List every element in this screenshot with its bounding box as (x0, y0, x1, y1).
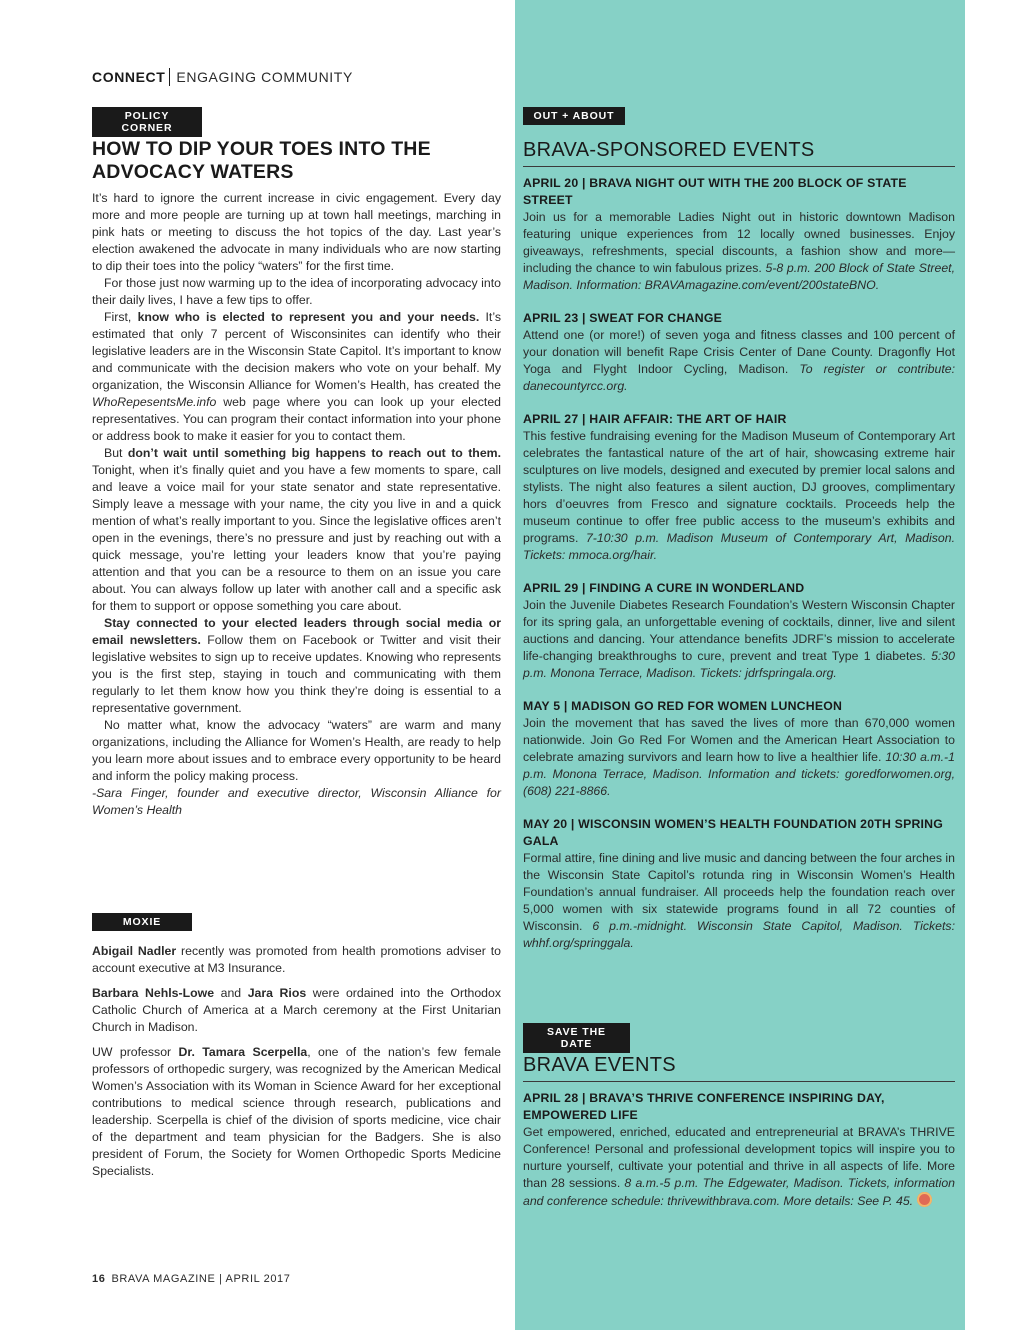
person-name: Jara Rios (247, 986, 307, 1000)
moxie-text: , one of the nation’s few female professors of orthopedic surgery, was recognized by the American Medical Women’s Association with its Woman in Science Award for her exceptional contributions to medical science through research, publications and leadership. Scerpella is chief of the division of sports medicine, vice chair of the department and team physician for the Badgers. She is also president of Forum, the Society for Women Orthopedic Sports Medicine Specialists. (92, 1045, 501, 1178)
p5-text: Follow them on Facebook or Twitter and visit their legislative websites to sign up to receive updates. Knowing who represents you is the first step, staying in touch and communicating with them regularly to let them know how you think they’re doing is essential to a representative government. (92, 633, 501, 715)
event-description: Attend one (or more!) of seven yoga and fitness classes and 100 percent of your donation will benefit Rape Crisis Center of Dane County. Dragonfly Hot Yoga and Flyght Indoor Cycling, Madison. (523, 328, 955, 376)
event-title: APRIL 29 | FINDING A CURE IN WONDERLAND (523, 581, 805, 595)
brava-events-section (523, 1053, 955, 1210)
event-description: Formal attire, fine dining and live music and dancing between the four arches in the Wisconsin State Capitol’s rotunda ring in Wisconsin Women’s Health Foundation’s annual fundraiser. All proceeds help the foundation reach over 5,000 women with six statewide programs found in all 72 counties of Wisconsin. (523, 851, 956, 933)
paragraph-5 (92, 615, 501, 717)
moxie-text: were ordained into the Orthodox Catholic Church of America at a March ceremony at the First Unitarian Church in Madison. (92, 986, 501, 1034)
event-description: Get empowered, enriched, educated and entrepreneurial at BRAVA’s THRIVE Conference! Personal and professional development topics will inspire you to nurture yourself, cultivate your potential and thrive in all aspects of life. More than 28 sessions. (523, 1125, 955, 1190)
event-item (523, 580, 955, 682)
event-title: MAY 20 | WISCONSIN WOMEN’S HEALTH FOUNDATION 20TH SPRING GALA (523, 817, 944, 848)
event-details: 10:30 a.m.-1 p.m. Monona Terrace, Madison. Information and tickets: goredforwomen.org, (608) 221-8866. (523, 750, 955, 798)
event-item (523, 310, 955, 395)
event-body (523, 327, 955, 395)
section-header (92, 68, 353, 86)
moxie-text: recently was promoted from health promotions adviser to account executive at M3 Insurance. (92, 944, 501, 975)
event-body (523, 428, 955, 564)
event-item (523, 698, 955, 800)
p3-text-a: It’s estimated that only 7 percent of Wisconsinites can identify who their legislative leaders are in the Wisconsin State Capitol. It’s important to know and communicate with the decision makers who vote on your behalf. My organization, the Wisconsin Alliance for Women’s Health, has created the (92, 310, 501, 392)
event-title: APRIL 27 | HAIR AFFAIR: THE ART OF HAIR (523, 412, 787, 426)
moxie-item (92, 1044, 501, 1180)
event-description: Join the movement that has saved the lives of more than 670,000 women nationwide. Join Go Red For Women and the American Heart Association to celebrate amazing survivors and learn how to live a healthier life. (523, 716, 955, 764)
whorepresentsme-link: WhoRepesentsMe.info (92, 395, 217, 409)
event-item (523, 816, 955, 952)
subsection-name: ENGAGING COMMUNITY (176, 69, 353, 85)
event-body (523, 1124, 955, 1210)
p3-text-b: web page where you can look up your elected representatives. You can program their contact information into your phone or address book to make it easier for you to contact them. (92, 395, 501, 443)
moxie-item (92, 943, 501, 977)
moxie-section (92, 943, 501, 1188)
event-details: 8 a.m.-5 p.m. The Edgewater, Madison. Tickets, information and conference schedule: thrivewithbrava.com. More details: See P. 45. (523, 1176, 955, 1208)
sponsored-events-section (523, 138, 955, 952)
event-details: 6 p.m.-midnight. Wisconsin State Capitol, Madison. Tickets: whhf.org/springgala. (523, 919, 955, 950)
p4-lead: But (104, 446, 128, 460)
heading-rule (523, 166, 955, 167)
paragraph-3 (92, 309, 501, 445)
section-name: CONNECT (92, 69, 166, 85)
person-name: Abigail Nadler (92, 944, 177, 958)
article-body (92, 190, 501, 819)
event-list (523, 175, 955, 952)
event-body (523, 850, 955, 952)
header-divider (169, 68, 170, 86)
brava-events-heading: BRAVA EVENTS (523, 1054, 676, 1076)
page-footer (92, 1273, 290, 1285)
event-description: This festive fundraising evening for the Madison Museum of Contemporary Art celebrates the fantastical nature of the art of hair, showcasing extreme hair sculptures on live models, designed and executed by premier local salons and stylists. The night also features a silent auction, DJ grooves, complimentary hors d’oeuvres from Fresco and signature cocktails. Proceeds help the museum continue to offer free public access to the museum’s exhibits and programs. (523, 429, 955, 545)
event-description: Join us for a memorable Ladies Night out in historic downtown Madison featuring unique experiences from 12 locally owned businesses. Enjoy giveaways, refreshments, special discounts, a fashion show and more—including the chance to win fabulous prizes. (523, 210, 955, 275)
moxie-tag: MOXIE (92, 913, 192, 931)
person-name: Barbara Nehls-Lowe (92, 986, 215, 1000)
event-body (523, 597, 955, 682)
event-body (523, 209, 955, 294)
person-name: Dr. Tamara Scerpella (178, 1045, 308, 1059)
paragraph-2: For those just now warming up to the idea of incorporating advocacy into their daily lives, I have a few tips to offer. (92, 276, 501, 307)
event-body (523, 715, 955, 800)
footer-text: BRAVA MAGAZINE | APRIL 2017 (111, 1273, 291, 1285)
event-details: 5-8 p.m. 200 Block of State Street, Madison. Information: BRAVAmagazine.com/event/200stateBNO. (523, 261, 955, 292)
p4-emphasis: don’t wait until something big happens to reach out to them. (127, 446, 502, 460)
save-the-date-tag: SAVE THE DATE (523, 1023, 630, 1053)
p4-text: Tonight, when it’s finally quiet and you have a few moments to spare, call and leave a voice mail for your state senator and state representative. Simply leave a message with your name, the city you live in and a quick mention of what’s really important to you. Since the legislative offices aren’t open in the evenings, there’s no pressure and just by reaching out with a quick message, you’re letting your leaders know that you’re paying attention and that you can be a resource to them on an issue you care about. You can always follow up later with another call and a specific ask for them to support or oppose something you care about. (92, 463, 501, 613)
moxie-lead: UW professor (92, 1045, 179, 1059)
event-description: Join the Juvenile Diabetes Research Foundation’s Western Wisconsin Chapter for its spring gala, an unforgettable evening of cocktails, dinner, live and silent auctions and dancing. Your attendance benefits JDRF’s mission to accelerate life-changing breakthroughs to cure, prevent and treat Type 1 diabetes. (523, 598, 955, 663)
moxie-item (92, 985, 501, 1036)
byline: -Sara Finger, founder and executive director, Wisconsin Alliance for Women’s Health (92, 786, 501, 817)
event-title: MAY 5 | MADISON GO RED FOR WOMEN LUNCHEON (523, 699, 843, 713)
p3-emphasis: know who is elected to represent you and your needs. (137, 310, 480, 324)
out-about-tag: OUT + ABOUT (523, 107, 625, 125)
event-title: APRIL 28 | BRAVA’S THRIVE CONFERENCE INSPIRING DAY, EMPOWERED LIFE (523, 1091, 885, 1122)
event-title: APRIL 23 | SWEAT FOR CHANGE (523, 311, 723, 325)
sponsored-events-heading: BRAVA-SPONSORED EVENTS (523, 139, 815, 161)
policy-article (92, 138, 501, 819)
event-item (523, 1090, 955, 1210)
article-title: HOW TO DIP YOUR TOES INTO THE ADVOCACY WATERS (92, 138, 431, 183)
p3-lead: First, (104, 310, 138, 324)
flower-icon (917, 1192, 932, 1207)
paragraph-4 (92, 445, 501, 615)
event-details: 7-10:30 p.m. Madison Museum of Contemporary Art, Madison. Tickets: mmoca.org/hair. (523, 531, 955, 562)
conjunction: and (214, 986, 248, 1000)
event-item (523, 175, 955, 294)
paragraph-1: It’s hard to ignore the current increase in civic engagement. Every day more and more people are turning up at town hall meetings, marching in pink hats or meeting to discuss the hot topics of the day. Last year’s election awakened the advocate in many individuals who are now starting to dip their toes into the policy “waters” for the first time. (92, 191, 501, 273)
page-number: 16 (92, 1273, 106, 1285)
policy-corner-tag: POLICY CORNER (92, 107, 202, 137)
heading-rule (523, 1081, 955, 1082)
event-details: 5:30 p.m. Monona Terrace, Madison. Tickets: jdrfspringala.org. (523, 649, 955, 680)
event-details: To register or contribute: danecountyrcc.org. (523, 362, 955, 393)
event-title: APRIL 20 | BRAVA NIGHT OUT WITH THE 200 BLOCK OF STATE STREET (523, 176, 907, 207)
p5-emphasis: Stay connected to your elected leaders through social media or email newsletters. (92, 616, 501, 647)
event-item (523, 411, 955, 564)
paragraph-6: No matter what, know the advocacy “waters” are warm and many organizations, including the Alliance for Women’s Health, are ready to help you learn more about issues and to embrace every opportunity to be heard and inform the policy making process. (92, 718, 501, 783)
